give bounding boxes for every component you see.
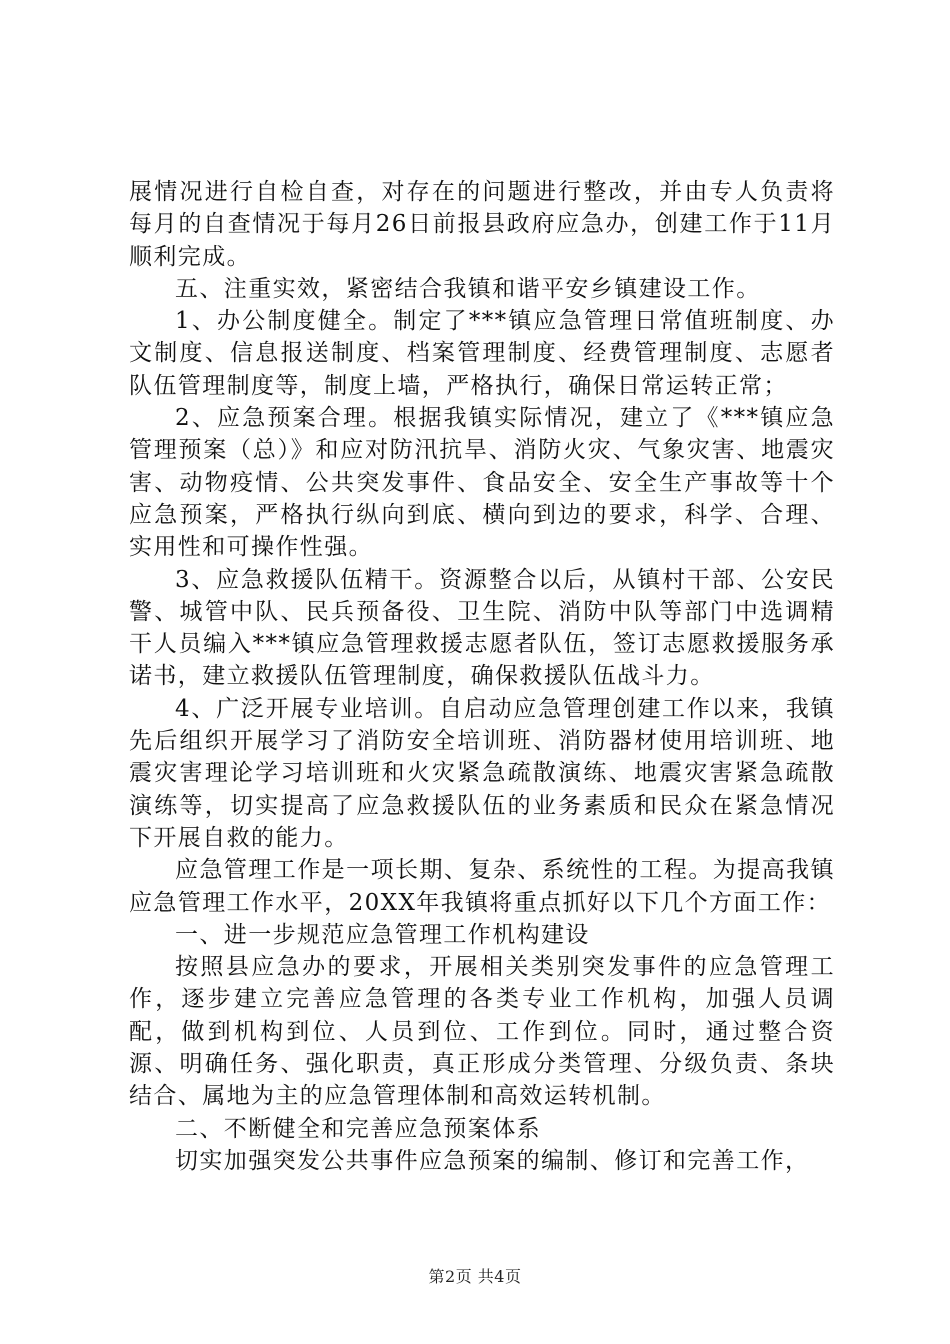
paragraph-7: 应急管理工作是一项长期、复杂、系统性的工程。为提高我镇应急管理工作水平，20XX年我镇将重点抓好以下几个方面工作： (129, 857, 835, 916)
paragraph-1: 展情况进行自检自查，对存在的问题进行整改，并由专人负责将每月的自查情况于每月26日前报县政府应急办，创建工作于11月顺利完成。 (129, 179, 835, 270)
paragraph-6: 4、广泛开展专业培训。自启动应急管理创建工作以来，我镇先后组织开展学习了消防安全培训班、消防器材使用培训班、地震灾害理论学习培训班和火灾紧急疏散演练、地震灾害紧急疏散演练等，切实提高了应急救援队伍的业务素质和民众在紧急情况下开展自救的能力。 (129, 695, 835, 851)
paragraph-9: 按照县应急办的要求，开展相关类别突发事件的应急管理工作，逐步建立完善应急管理的各类专业工作机构，加强人员调配，做到机构到位、人员到位、工作到位。同时，通过整合资源、明确任务、强化职责，真正形成分类管理、分级负责、条块结合、属地为主的应急管理体制和高效运转机制。 (129, 954, 835, 1110)
paragraph-5: 3、应急救援队伍精干。资源整合以后，从镇村干部、公安民警、城管中队、民兵预备役、卫生院、消防中队等部门中选调精干人员编入***镇应急管理救援志愿者队伍，签订志愿救援服务承诺书，建立救援队伍管理制度，确保救援队伍战斗力。 (129, 566, 835, 690)
heading-section-1: 一、进一步规范应急管理工作机构建设 (175, 921, 590, 948)
heading-section-2: 二、不断健全和完善应急预案体系 (175, 1115, 541, 1142)
paragraph-3: 1、办公制度健全。制定了***镇应急管理日常值班制度、办文制度、信息报送制度、档案管理制度、经费管理制度、志愿者队伍管理制度等，制度上墙，严格执行，确保日常运转正常； (129, 308, 835, 399)
page-number-footer: 第2页 共4页 (428, 1267, 522, 1286)
paragraph-4: 2、应急预案合理。根据我镇实际情况，建立了《***镇应急管理预案（总）》和应对防汛抗旱、消防火灾、气象灾害、地震灾害、动物疫情、公共突发事件、食品安全、安全生产事故等十个应急预案，严格执行纵向到底、横向到边的要求，科学、合理、实用性和可操作性强。 (129, 405, 835, 561)
paragraph-2: 五、注重实效，紧密结合我镇和谐平安乡镇建设工作。 (175, 275, 761, 302)
paragraph-11: 切实加强突发公共事件应急预案的编制、修订和完善工作， (175, 1147, 810, 1174)
document-body (129, 176, 835, 1177)
